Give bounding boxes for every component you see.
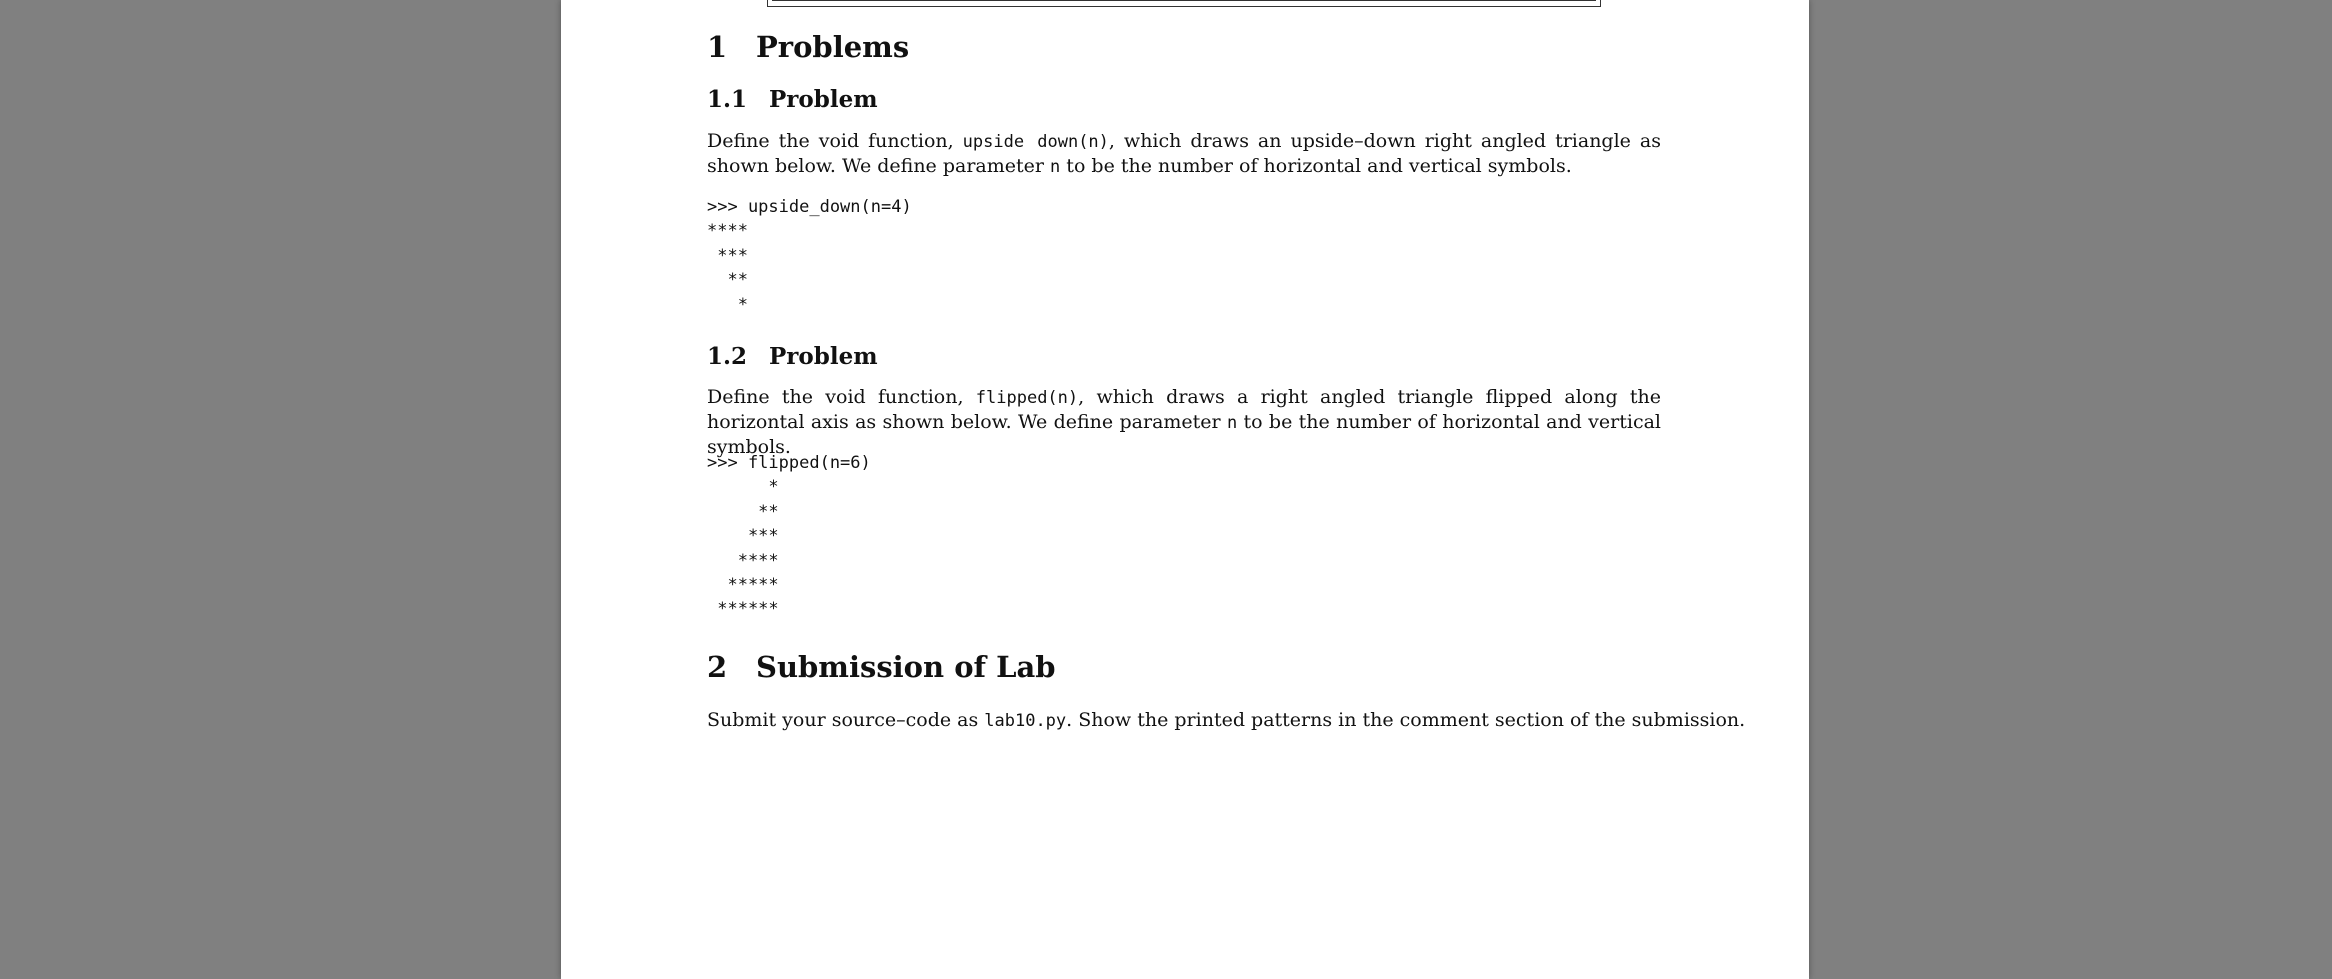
- section-title: Submission of Lab: [756, 650, 1056, 684]
- code-example-flipped: >>> flipped(n=6) * ** *** **** ***** ******: [707, 453, 871, 620]
- text-fragment: to be the number of horizontal and vertical symbols.: [707, 411, 1661, 458]
- submission-instructions: [707, 708, 1746, 733]
- title-box-frame: [767, 0, 1601, 7]
- title-box-inner-frame: [772, 0, 1596, 1]
- section-heading-problems: [707, 30, 909, 64]
- problem-1-1-description: [707, 129, 1661, 179]
- subsection-heading-1-1: [707, 86, 878, 113]
- text-fragment: to be the number of horizontal and vertical symbols.: [1060, 155, 1572, 177]
- text-fragment: . Show the printed patterns in the comment section of the submission.: [1066, 709, 1746, 731]
- subsection-heading-1-2: [707, 343, 878, 370]
- subsection-title: Problem: [769, 343, 878, 370]
- code-example-upside-down: >>> upside_down(n=4) **** *** ** *: [707, 197, 912, 315]
- problem-1-2-description: [707, 385, 1661, 459]
- text-fragment: Define the void function,: [707, 130, 963, 152]
- pdf-page: [561, 0, 1809, 979]
- subsection-title: Problem: [769, 86, 878, 113]
- section-title: Problems: [756, 30, 910, 64]
- section-number: 1: [707, 30, 728, 64]
- subsection-number: 1.2: [707, 343, 748, 370]
- text-fragment: , which draws a right angled triangle flipped along the horizontal axis as shown below. We define parameter: [707, 386, 1661, 433]
- text-fragment: Submit your source–code as: [707, 709, 985, 731]
- inline-code-flipped: flipped(n): [975, 388, 1079, 408]
- inline-code-n: n: [1050, 157, 1061, 177]
- subsection-number: 1.1: [707, 86, 748, 113]
- text-fragment: Define the void function,: [707, 386, 976, 408]
- section-number: 2: [707, 650, 728, 684]
- inline-code-n: n: [1226, 413, 1238, 433]
- inline-code-upside-down: upside down(n): [962, 132, 1109, 152]
- text-fragment: , which draws an upside–down right angled triangle as shown below. We define parameter: [707, 130, 1661, 177]
- section-heading-submission: [707, 650, 1056, 684]
- inline-code-filename: lab10.py: [984, 711, 1067, 731]
